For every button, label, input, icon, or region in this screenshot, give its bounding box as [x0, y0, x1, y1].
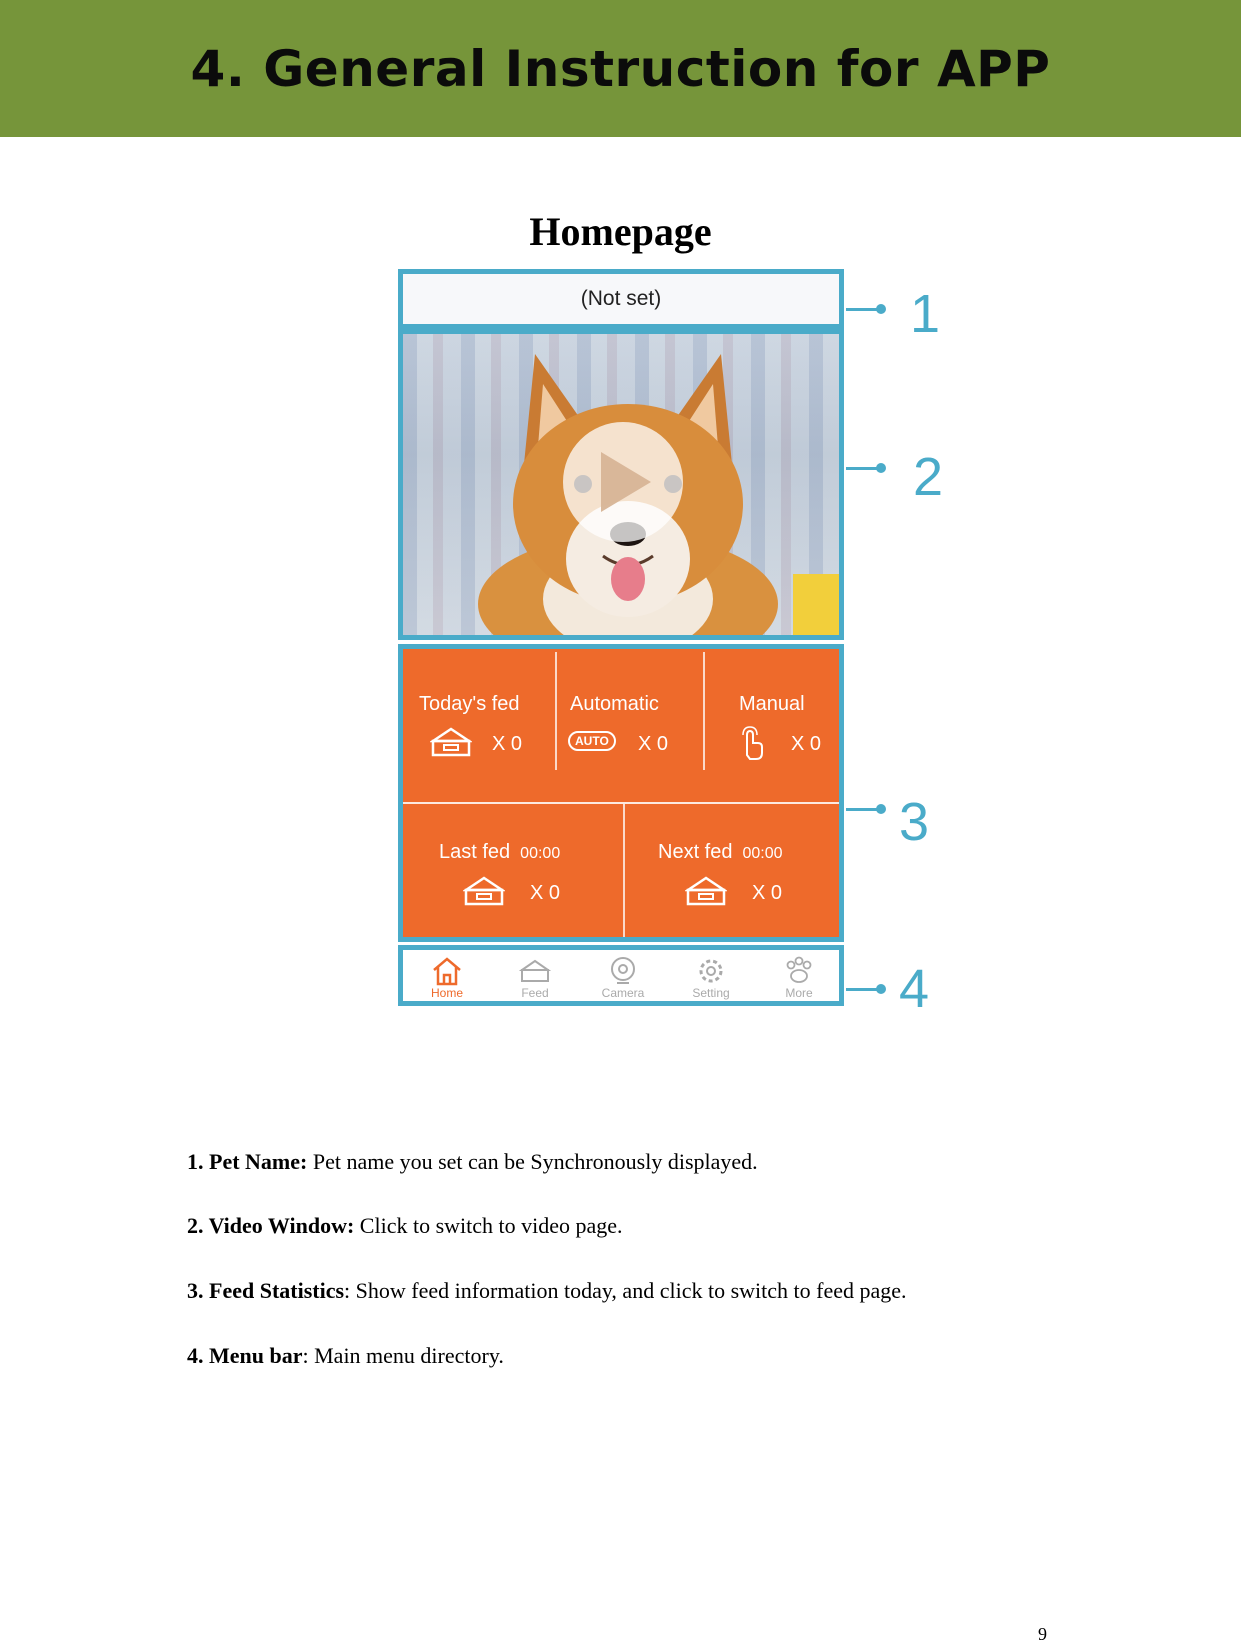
last-fed-label — [439, 841, 560, 864]
section-title: Homepage — [529, 209, 712, 254]
menu-label-more: More — [785, 986, 813, 1000]
manual-label: Manual — [739, 693, 805, 715]
description-pet-name — [187, 1149, 758, 1175]
header-title: 4. General Instruction for APP — [190, 39, 1051, 98]
description-term: 3. Feed Statistics — [187, 1278, 345, 1303]
description-term: 1. Pet Name: — [187, 1149, 308, 1174]
callout-number-3: 3 — [899, 792, 930, 852]
play-icon — [601, 452, 651, 512]
automatic-cell[interactable] — [556, 649, 703, 802]
menu-label-camera: Camera — [601, 986, 645, 1000]
next-fed-label — [658, 841, 783, 864]
description-text: : Show feed information today, and click to switch to feed page. — [344, 1278, 907, 1303]
next-fed-cell[interactable] — [625, 804, 839, 937]
camera-icon — [607, 955, 639, 987]
menu-item-feed[interactable] — [491, 950, 579, 1001]
pet-name: (Not set) — [580, 287, 662, 310]
menu-item-home[interactable] — [403, 950, 491, 1001]
description-menu-bar — [187, 1343, 504, 1369]
feed-statistics[interactable] — [398, 644, 844, 942]
menu-label-feed: Feed — [521, 986, 549, 1000]
description-video-window — [187, 1213, 623, 1239]
auto-badge: AUTO — [568, 731, 616, 751]
callout-dot-3 — [876, 804, 886, 814]
callout-number-2: 2 — [913, 447, 944, 507]
todays-fed-cell[interactable] — [403, 649, 555, 802]
paw-icon — [783, 955, 815, 987]
menu-label-setting: Setting — [692, 986, 730, 1000]
feed-bowl-icon — [519, 955, 551, 987]
description-term: 4. Menu bar — [187, 1343, 303, 1368]
todays-fed-label: Today's fed — [419, 693, 520, 715]
pet-name-bar[interactable] — [398, 269, 844, 329]
menu-bar — [398, 945, 844, 1006]
page-number: 9 — [1038, 1624, 1047, 1644]
callout-dot-1 — [876, 304, 886, 314]
next-fed-count: X 0 — [752, 882, 783, 904]
last-fed-cell[interactable] — [403, 804, 623, 937]
video-background — [403, 334, 839, 635]
manual-cell[interactable] — [705, 649, 839, 802]
feed-bowl-icon — [463, 874, 505, 908]
home-icon — [431, 955, 463, 987]
menu-item-setting[interactable] — [667, 950, 755, 1001]
hand-tap-icon — [738, 725, 764, 761]
description-feed-statistics — [187, 1278, 907, 1304]
callout-number-4: 4 — [899, 959, 930, 1019]
next-fed-text: Next fed — [658, 841, 733, 863]
callout-dot-4 — [876, 984, 886, 994]
description-text: Click to switch to video page. — [354, 1213, 623, 1238]
gear-icon — [695, 955, 727, 987]
last-fed-text: Last fed — [439, 841, 511, 863]
automatic-label: Automatic — [570, 693, 659, 715]
last-fed-count: X 0 — [530, 882, 561, 904]
description-text: : Main menu directory. — [302, 1343, 504, 1368]
menu-item-more[interactable] — [755, 950, 843, 1001]
automatic-count: X 0 — [638, 733, 669, 755]
feed-bowl-icon — [685, 874, 727, 908]
todays-fed-count: X 0 — [492, 733, 523, 755]
play-button[interactable] — [563, 422, 683, 542]
description-term: 2. Video Window: — [187, 1213, 355, 1238]
feed-bowl-icon — [430, 725, 472, 759]
menu-item-camera[interactable] — [579, 950, 667, 1001]
callout-number-1: 1 — [910, 284, 941, 344]
last-fed-time: 00:00 — [520, 845, 561, 862]
callout-dot-2 — [876, 463, 886, 473]
manual-count: X 0 — [791, 733, 822, 755]
next-fed-time: 00:00 — [742, 845, 783, 862]
description-text: Pet name you set can be Synchronously displayed. — [307, 1149, 758, 1174]
video-window[interactable] — [398, 329, 844, 640]
header-bar — [0, 0, 1241, 137]
menu-label-home: Home — [430, 986, 463, 1000]
